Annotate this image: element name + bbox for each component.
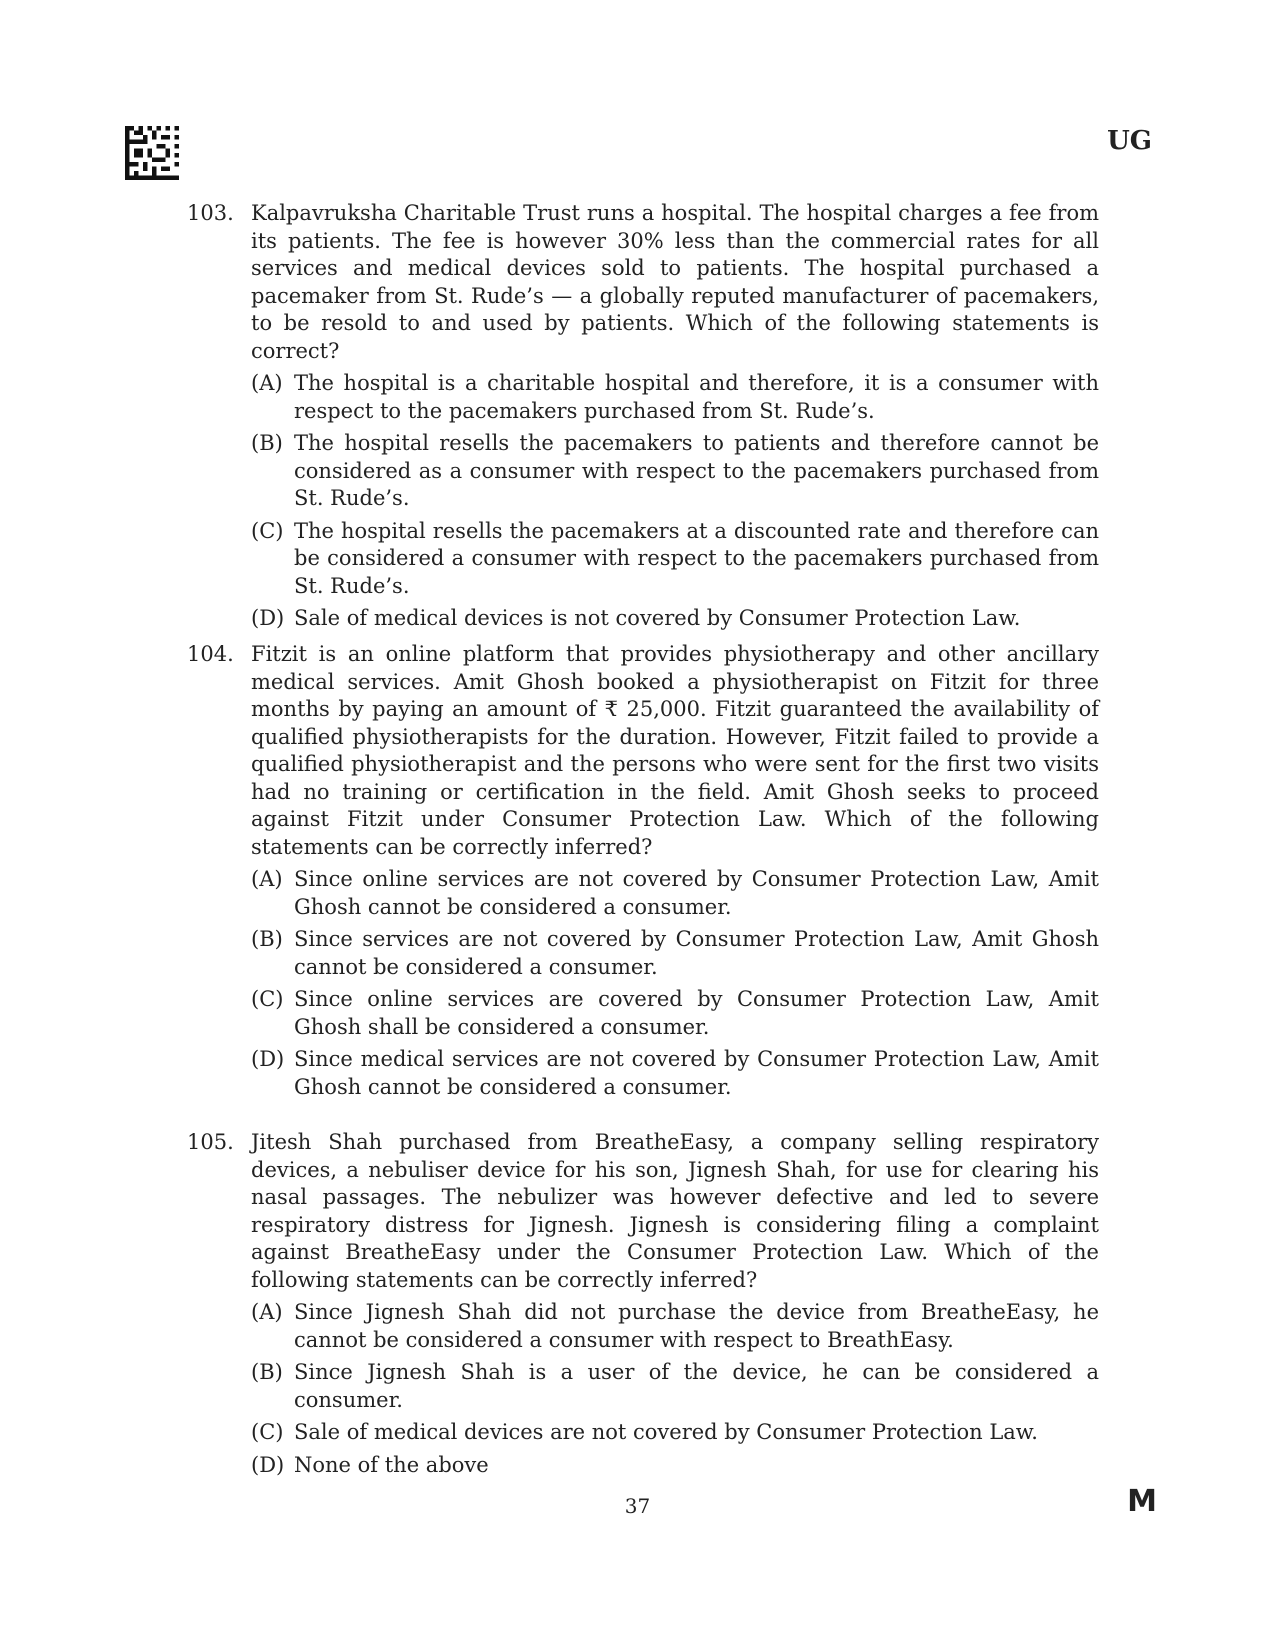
option-text: Since Jignesh Shah did not purchase the device from BreatheEasy, he cannot be considered a consumer with respect to BreathEasy. <box>294 1300 1099 1352</box>
option-c <box>251 986 1099 1041</box>
question-text: Fitzit is an online platform that provides physiotherapy and other ancillary medical services. Amit Ghosh booked a physiotherapist on Fitzit for three months by paying an amount of ₹ 25,000. Fitzit guaranteed the availability of qualified physiotherapists for the duration. However, Fitzit failed to provide a qualified physiotherapist and the persons who were sent for the first two visits had no training or certification in the field. Amit Ghosh seeks to proceed against Fitzit under Consumer Protection Law. Which of the following statements can be correctly inferred? <box>251 642 1099 859</box>
page-number: 37 <box>624 1494 651 1518</box>
option-text: Since services are not covered by Consumer Protection Law, Amit Ghosh cannot be considered a consumer. <box>294 927 1099 979</box>
question-number: 103. <box>187 201 234 225</box>
option-text: Since online services are covered by Consumer Protection Law, Amit Ghosh shall be considered a consumer. <box>294 987 1099 1039</box>
option-label: (B) <box>251 1360 283 1384</box>
option-label: (C) <box>251 1420 284 1444</box>
option-text: Since online services are not covered by Consumer Protection Law, Amit Ghosh cannot be considered a consumer. <box>294 867 1099 919</box>
option-text: Sale of medical devices are not covered by Consumer Protection Law. <box>294 1420 1038 1444</box>
option-b <box>251 926 1099 981</box>
option-label: (A) <box>251 1300 283 1324</box>
option-b <box>251 1359 1099 1414</box>
question-text: Kalpavruksha Charitable Trust runs a hospital. The hospital charges a fee from its patients. The fee is however 30% less than the commercial rates for all services and medical devices sold to patients. The hospital purchased a pacemaker from St. Rude’s — a globally reputed manufacturer of pacemakers, to be resold to and used by patients. Which of the following statements is correct? <box>251 201 1099 363</box>
question-number: 104. <box>187 642 234 666</box>
option-a <box>251 866 1099 921</box>
option-text: Since Jignesh Shah is a user of the device, he can be considered a consumer. <box>294 1360 1099 1412</box>
option-label: (B) <box>251 431 283 455</box>
question-text: Jitesh Shah purchased from BreatheEasy, a company selling respiratory devices, a nebuliser device for his son, Jignesh Shah, for use for clearing his nasal passages. The nebulizer was however defective and led to severe respiratory distress for Jignesh. Jignesh is considering filing a complaint against BreatheEasy under the Consumer Protection Law. Which of the following statements can be correctly inferred? <box>251 1130 1099 1292</box>
paper-code: UG <box>1107 126 1152 156</box>
option-text: The hospital resells the pacemakers at a discounted rate and therefore can be considered a consumer with respect to the pacemakers purchased from St. Rude’s. <box>294 518 1099 598</box>
option-text: None of the above <box>294 1452 489 1477</box>
option-b <box>251 430 1099 513</box>
option-list <box>251 866 1099 1101</box>
option-label: (D) <box>251 606 285 630</box>
option-label: (D) <box>251 1047 285 1071</box>
option-d <box>251 605 1099 633</box>
option-text: The hospital resells the pacemakers to patients and therefore cannot be considered as a consumer with respect to the pacemakers purchased from St. Rude’s. <box>294 431 1099 510</box>
option-label: (B) <box>251 927 283 951</box>
option-text: The hospital is a charitable hospital and therefore, it is a consumer with respect to the pacemakers purchased from St. Rude’s. <box>294 371 1099 423</box>
option-label: (C) <box>251 987 284 1011</box>
option-a <box>251 370 1099 425</box>
option-label: (C) <box>251 518 284 543</box>
set-code: M <box>1127 1484 1157 1519</box>
option-a <box>251 1299 1099 1354</box>
option-list <box>251 1299 1099 1479</box>
option-c <box>251 518 1099 601</box>
option-d <box>251 1046 1099 1101</box>
question-103 <box>187 200 1099 638</box>
question-104 <box>187 641 1099 1106</box>
option-label: (A) <box>251 867 283 891</box>
question-105 <box>187 1129 1099 1484</box>
question-number: 105. <box>187 1130 234 1154</box>
option-label: (A) <box>251 371 283 395</box>
option-text: Since medical services are not covered by Consumer Protection Law, Amit Ghosh cannot be considered a consumer. <box>294 1047 1099 1099</box>
option-c <box>251 1419 1099 1447</box>
datamatrix-code-icon <box>125 126 179 180</box>
option-d <box>251 1452 1099 1480</box>
option-list <box>251 370 1099 633</box>
option-text: Sale of medical devices is not covered by Consumer Protection Law. <box>294 606 1021 630</box>
option-label: (D) <box>251 1452 285 1477</box>
